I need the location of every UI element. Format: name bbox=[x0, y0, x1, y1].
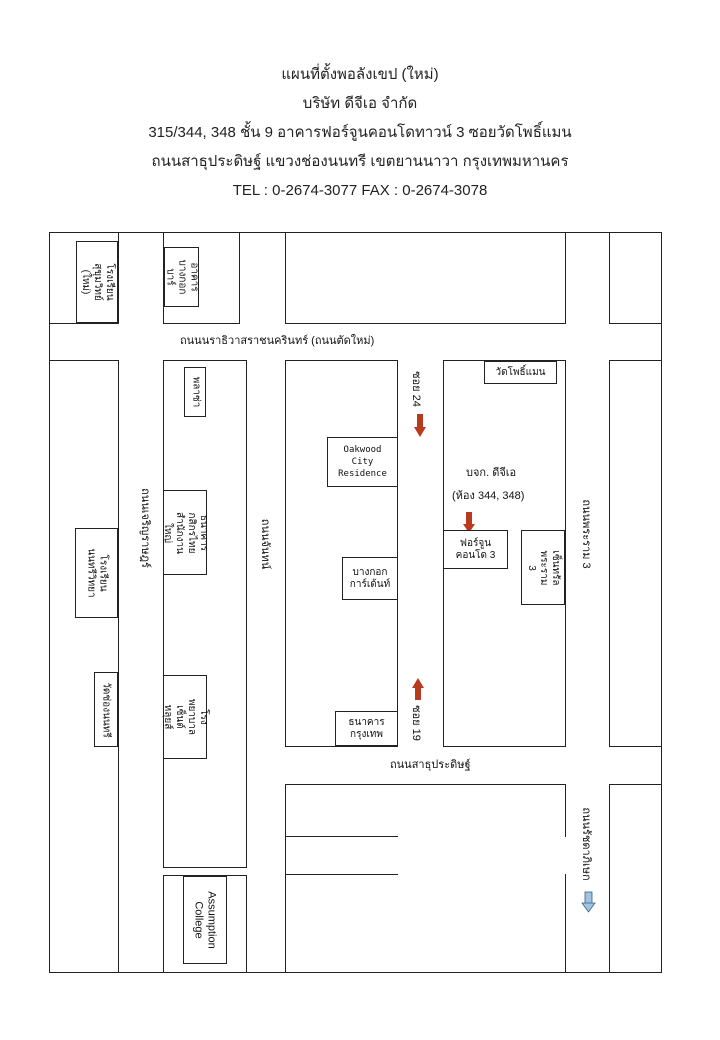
block-bottom-center bbox=[286, 785, 566, 973]
wat-label: วัดโพธิ์แมน bbox=[495, 366, 546, 378]
road-soi19: ซอย 19 bbox=[410, 705, 422, 741]
bank-label: ธนาคาร กรุงเทพ bbox=[348, 716, 385, 740]
building-top-box bbox=[164, 247, 199, 307]
block-top-4 bbox=[610, 233, 662, 324]
block-right bbox=[610, 361, 662, 747]
school-left-label: โรงเรียน นนทรีวิทยา bbox=[85, 548, 109, 598]
road-sathupradit: ถนนสาธุประดิษฐ์ bbox=[390, 759, 471, 771]
header-phone: TEL : 0-2674-3077 FAX : 0-2674-3078 bbox=[232, 182, 488, 199]
soi-gap bbox=[398, 837, 566, 874]
school-left-box bbox=[75, 528, 118, 618]
block-mid-left bbox=[164, 361, 247, 868]
school-top-box bbox=[76, 241, 118, 323]
temple-left-box bbox=[94, 672, 118, 747]
header-company: บริษัท ดีจีเอ จำกัด bbox=[302, 95, 418, 112]
building-top-label: อาคาร บางกอกบาร์ bbox=[164, 259, 200, 295]
bank-left-label: ธนาคารกสิกรไทย สำนักงานใหญ่ bbox=[162, 511, 209, 554]
bank-left-box bbox=[163, 490, 207, 575]
header-title: แผนที่ตั้งพอลังเขป (ใหม่) bbox=[281, 66, 439, 83]
block-top-3 bbox=[286, 233, 566, 324]
road-charoenrat: ถนนเจริญราษฎร์ bbox=[139, 488, 151, 568]
wat-box bbox=[484, 361, 557, 384]
rama3-building-label: เซ็นทรัล พระราม 3 bbox=[526, 549, 561, 586]
fortune-label: ฟอร์จูน คอนโด 3 bbox=[455, 537, 496, 561]
fortune-box bbox=[443, 530, 508, 569]
school-top-label: โรงเรียน สุขุมวิทย์ (ใหม่) bbox=[80, 263, 115, 301]
dga-room-label: (ห้อง 344, 348) bbox=[452, 490, 525, 502]
hospital-box bbox=[163, 675, 207, 759]
rama3-building-box bbox=[521, 530, 565, 605]
header-address-2: ถนนสาธุประดิษฐ์ แขวงช่องนนทรี เขตยานนาวา กรุงเทพมหานคร bbox=[151, 153, 569, 170]
hospital-label: โรงพยาบาล เซ็นต์หลุยส์ bbox=[162, 698, 209, 736]
bank-box bbox=[335, 711, 398, 746]
header-address: 315/344, 348 ชั้น 9 อาคารฟอร์จูนคอนโดทาวน์ 3 ซอยวัดโพธิ์แมน bbox=[148, 124, 572, 141]
bangkok-garden-label: บางกอก การ์เด้นท์ bbox=[349, 566, 391, 590]
oakwood-box bbox=[327, 437, 398, 487]
mall-label: พลาซ่า bbox=[190, 376, 201, 408]
assumption-label: Assumption College bbox=[193, 891, 219, 949]
bangkok-garden-box bbox=[342, 557, 398, 600]
road-soi24: ซอย 24 bbox=[410, 371, 422, 407]
mall-box bbox=[184, 367, 206, 417]
block-left bbox=[50, 361, 119, 973]
assumption-box bbox=[183, 876, 227, 964]
road-rama3: ถนนพระราม 3 bbox=[580, 499, 592, 569]
road-rama3-new: ถนนนราธิวาสราชนครินทร์ (ถนนตัดใหม่) bbox=[180, 335, 375, 347]
temple-left-label: วัดช่องนนทรี bbox=[101, 681, 113, 738]
dga-label: บจก. ดีจีเอ bbox=[466, 467, 517, 479]
arrow-down-blue bbox=[582, 892, 595, 912]
oakwood-label: Oakwood City Residence bbox=[338, 445, 387, 479]
block-bottom-right bbox=[610, 785, 662, 973]
block-mid-center bbox=[286, 361, 398, 747]
road-ratchada: ถนนรัชดาภิเษก bbox=[580, 807, 592, 881]
road-nonsi: ถนนจันทน์ bbox=[259, 518, 271, 570]
